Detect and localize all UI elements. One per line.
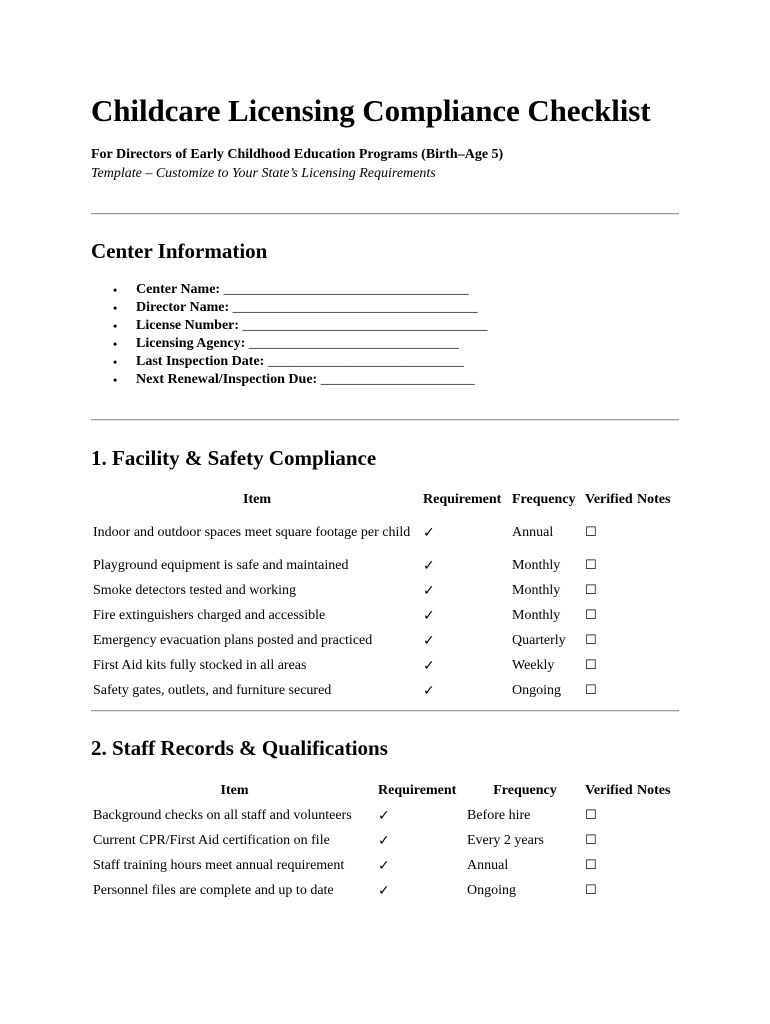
template-note: Template – Customize to Your State’s Licensing Requirements — [91, 166, 436, 181]
item-cell: Current CPR/First Aid certification on file — [93, 833, 330, 848]
frequency-cell: Annual — [467, 857, 509, 873]
verified-checkbox[interactable]: ☐ — [585, 858, 597, 873]
column-header-frequency: Frequency — [512, 491, 576, 507]
fill-in-blank: ____________________________ — [267, 354, 464, 369]
fill-in-blank: ___________________________________ — [242, 318, 488, 333]
fill-in-blank: ______________________________ — [248, 336, 459, 351]
field-label: Next Renewal/Inspection Due: — [136, 372, 318, 387]
notes-cell[interactable] — [635, 512, 681, 553]
item-cell: First Aid kits fully stocked in all areas — [93, 658, 307, 673]
notes-cell[interactable] — [635, 678, 681, 703]
center-info-list — [91, 281, 591, 389]
item-cell: Emergency evacuation plans posted and practiced — [93, 633, 373, 648]
staff-heading: 2. Staff Records & Qualifications — [91, 736, 388, 760]
fill-in-blank: ______________________ — [320, 372, 475, 387]
bullet: • — [113, 319, 118, 333]
requirement-check-icon: ✓ — [423, 607, 435, 624]
frequency-cell: Before hire — [467, 807, 531, 823]
table-row — [91, 603, 681, 628]
frequency-cell: Monthly — [512, 557, 561, 573]
license-number-field — [91, 317, 591, 335]
column-header-verified: Verified — [585, 491, 633, 507]
notes-cell[interactable] — [635, 803, 681, 828]
notes-cell[interactable] — [635, 603, 681, 628]
verified-checkbox[interactable]: ☐ — [585, 808, 597, 823]
requirement-check-icon: ✓ — [378, 832, 390, 849]
document-title: Childcare Licensing Compliance Checklist — [91, 93, 651, 128]
item-cell: Smoke detectors tested and working — [93, 583, 296, 598]
table-row — [91, 828, 681, 853]
verified-checkbox[interactable]: ☐ — [585, 658, 597, 673]
facility-heading: 1. Facility & Safety Compliance — [91, 446, 377, 470]
frequency-cell: Every 2 years — [467, 832, 544, 848]
staff-table — [91, 780, 681, 903]
requirement-check-icon: ✓ — [423, 657, 435, 674]
verified-checkbox[interactable]: ☐ — [585, 608, 597, 623]
notes-cell[interactable] — [635, 878, 681, 903]
column-header-notes: Notes — [637, 491, 671, 507]
notes-cell[interactable] — [635, 578, 681, 603]
table-header-row — [91, 489, 681, 512]
requirement-check-icon: ✓ — [378, 807, 390, 824]
frequency-cell: Ongoing — [467, 882, 516, 898]
bullet: • — [113, 283, 118, 297]
verified-checkbox[interactable]: ☐ — [585, 683, 597, 698]
verified-checkbox[interactable]: ☐ — [585, 583, 597, 598]
requirement-check-icon: ✓ — [423, 682, 435, 699]
column-header-item: Item — [220, 782, 249, 798]
bullet: • — [113, 301, 118, 315]
item-cell: Background checks on all staff and volunteers — [93, 808, 352, 823]
notes-cell[interactable] — [635, 653, 681, 678]
frequency-cell: Annual — [512, 524, 554, 540]
licensing-agency-field — [91, 335, 591, 353]
table-row — [91, 578, 681, 603]
divider — [91, 213, 679, 215]
verified-checkbox[interactable]: ☐ — [585, 883, 597, 898]
table-row — [91, 678, 681, 703]
column-header-verified: Verified — [585, 782, 633, 798]
frequency-cell: Monthly — [512, 607, 561, 623]
field-label: License Number: — [136, 318, 240, 333]
center-info-heading: Center Information — [91, 239, 268, 263]
last-inspection-date-field — [91, 353, 591, 371]
verified-checkbox[interactable]: ☐ — [585, 558, 597, 573]
frequency-cell: Quarterly — [512, 632, 566, 648]
item-cell: Indoor and outdoor spaces meet square footage per child — [93, 525, 411, 540]
center-name-field — [91, 281, 591, 299]
verified-checkbox[interactable]: ☐ — [585, 525, 597, 540]
frequency-cell: Monthly — [512, 582, 561, 598]
verified-checkbox[interactable]: ☐ — [585, 633, 597, 648]
bullet: • — [113, 373, 118, 387]
frequency-cell: Ongoing — [512, 682, 561, 698]
field-label: Licensing Agency: — [136, 336, 246, 351]
next-renewal-field — [91, 371, 591, 389]
table-row — [91, 853, 681, 878]
field-label: Center Name: — [136, 282, 221, 297]
notes-cell[interactable] — [635, 628, 681, 653]
requirement-check-icon: ✓ — [423, 582, 435, 599]
column-header-frequency: Frequency — [493, 782, 557, 798]
bullet: • — [113, 355, 118, 369]
item-cell: Safety gates, outlets, and furniture secured — [93, 683, 332, 698]
frequency-cell: Weekly — [512, 657, 555, 673]
field-label: Last Inspection Date: — [136, 354, 265, 369]
requirement-check-icon: ✓ — [378, 857, 390, 874]
table-row — [91, 653, 681, 678]
column-header-notes: Notes — [637, 782, 671, 798]
notes-cell[interactable] — [635, 828, 681, 853]
notes-cell[interactable] — [635, 553, 681, 578]
item-cell: Fire extinguishers charged and accessible — [93, 608, 326, 623]
requirement-check-icon: ✓ — [423, 557, 435, 574]
requirement-check-icon: ✓ — [423, 632, 435, 649]
table-row — [91, 628, 681, 653]
requirement-check-icon: ✓ — [423, 524, 435, 541]
fill-in-blank: ___________________________________ — [223, 282, 469, 297]
table-row — [91, 878, 681, 903]
verified-checkbox[interactable]: ☐ — [585, 833, 597, 848]
divider — [91, 710, 679, 712]
column-header-requirement: Requirement — [378, 782, 457, 798]
notes-cell[interactable] — [635, 853, 681, 878]
column-header-item: Item — [243, 491, 271, 507]
table-row — [91, 803, 681, 828]
item-cell: Playground equipment is safe and maintained — [93, 558, 349, 573]
item-cell: Staff training hours meet annual requirement — [93, 858, 345, 873]
document-subtitle: For Directors of Early Childhood Education Programs (Birth–Age 5) — [91, 147, 504, 162]
item-cell: Personnel files are complete and up to date — [93, 883, 334, 898]
fill-in-blank: ___________________________________ — [232, 300, 478, 315]
table-header-row — [91, 780, 681, 803]
table-row — [91, 512, 681, 553]
facility-table — [91, 489, 681, 703]
field-label: Director Name: — [136, 300, 230, 315]
divider — [91, 419, 679, 421]
table-row — [91, 553, 681, 578]
bullet: • — [113, 337, 118, 351]
director-name-field — [91, 299, 591, 317]
column-header-requirement: Requirement — [423, 491, 502, 507]
requirement-check-icon: ✓ — [378, 882, 390, 899]
